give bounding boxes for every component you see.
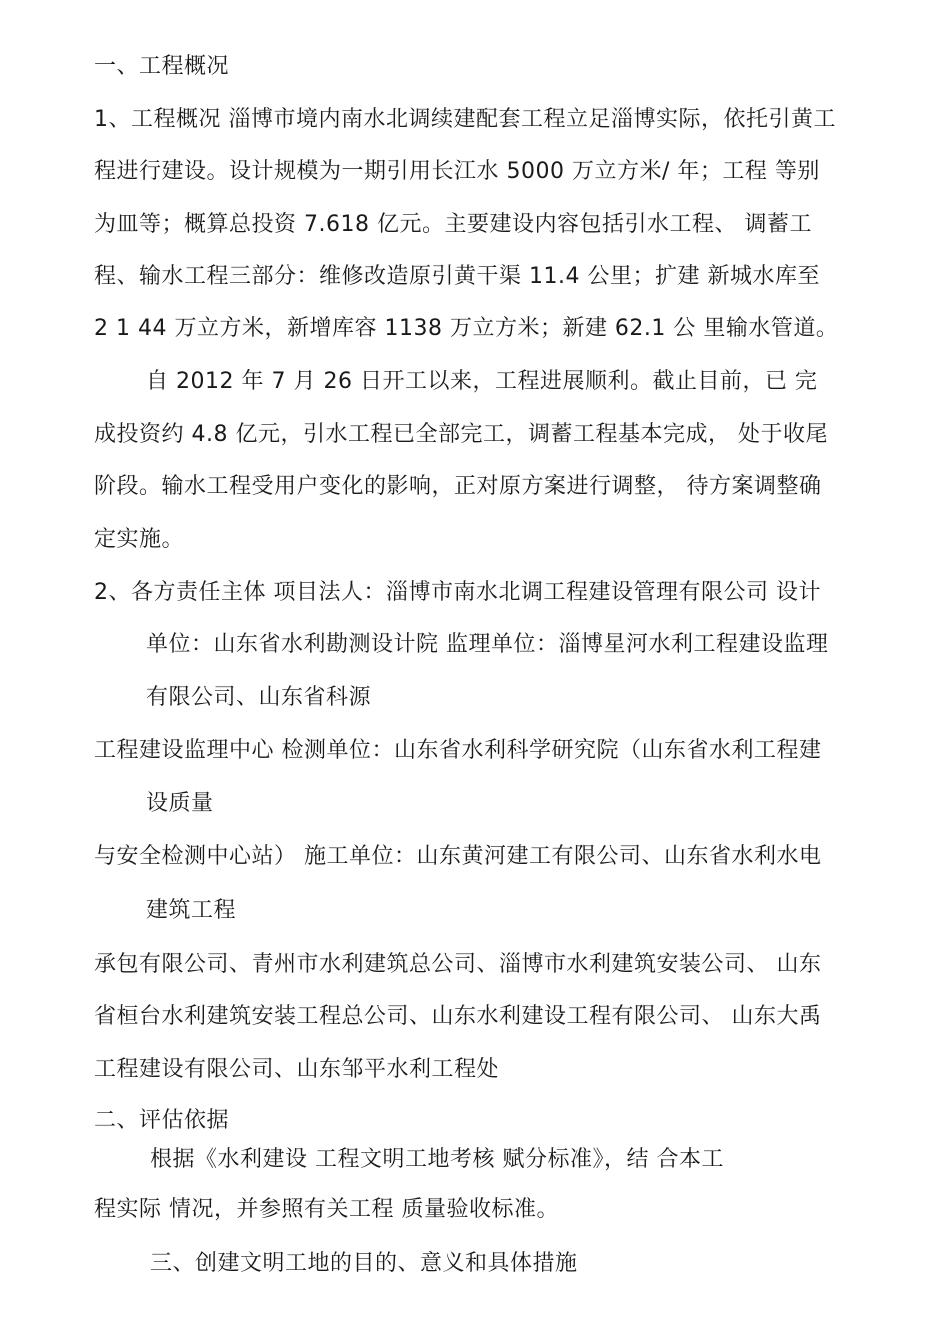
paragraph-line: 阶段。输水工程受用户变化的影响，正对原方案进行调整， 待方案调整确 xyxy=(94,474,822,499)
paragraph-line: 2、各方责任主体 项目法人：淄博市南水北调工程建设管理有限公司 设计 xyxy=(94,580,821,605)
paragraph-line: 承包有限公司、青州市水利建筑总公司、淄博市水利建筑安装公司、 山东 xyxy=(94,952,822,977)
section-2-heading: 二、评估依据 xyxy=(94,1108,230,1133)
paragraph-line: 程进行建设。设计规模为一期引用长江水 5000 万立方米/ 年；工程 等别 xyxy=(94,159,820,184)
section-1-heading: 一、工程概况 xyxy=(94,54,230,79)
paragraph-line: 成投资约 4.8 亿元，引水工程已全部完工，调蓄工程基本完成， 处于收尾 xyxy=(94,422,828,447)
paragraph-line: 单位：山东省水利勘测设计院 监理单位：淄博星河水利工程建设监理 xyxy=(146,632,829,657)
paragraph-line: 自 2012 年 7 月 26 日开工以来，工程进展顺利。截止目前，已 完 xyxy=(146,369,818,394)
section-3-heading: 三、创建文明工地的目的、意义和具体措施 xyxy=(150,1251,578,1276)
paragraph-line: 1、工程概况 淄博市境内南水北调续建配套工程立足淄博实际，依托引黄工 xyxy=(94,107,836,132)
paragraph-line: 设质量 xyxy=(146,791,214,816)
paragraph-line: 省桓台水利建筑安装工程总公司、山东水利建设工程有限公司、 山东大禹 xyxy=(94,1004,822,1029)
paragraph-line: 根据《水利建设 工程文明工地考核 赋分标准》，结 合本工 xyxy=(150,1147,724,1172)
paragraph-line: 建筑工程 xyxy=(146,898,237,923)
paragraph-line: 程实际 情况，并参照有关工程 质量验收标准。 xyxy=(94,1197,559,1222)
paragraph-line: 与安全检测中心站） 施工单位：山东黄河建工有限公司、山东省水利水电 xyxy=(94,844,822,869)
paragraph-line: 定实施。 xyxy=(94,527,185,552)
paragraph-line: 工程建设有限公司、山东邹平水利工程处 xyxy=(94,1057,500,1082)
paragraph-line: 工程建设监理中心 检测单位：山东省水利科学研究院（山东省水利工程建 xyxy=(94,738,822,763)
paragraph-line: 程、输水工程三部分：维修改造原引黄干渠 11.4 公里；扩建 新城水库至 xyxy=(94,264,820,289)
paragraph-line: 为皿等；概算总投资 7.618 亿元。主要建设内容包括引水工程、 调蓄工 xyxy=(94,212,812,237)
paragraph-line: 有限公司、山东省科源 xyxy=(146,685,372,710)
paragraph-line: 2 1 44 万立方米，新增库容 1138 万立方米；新建 62.1 公 里输水管道。 xyxy=(94,316,839,341)
